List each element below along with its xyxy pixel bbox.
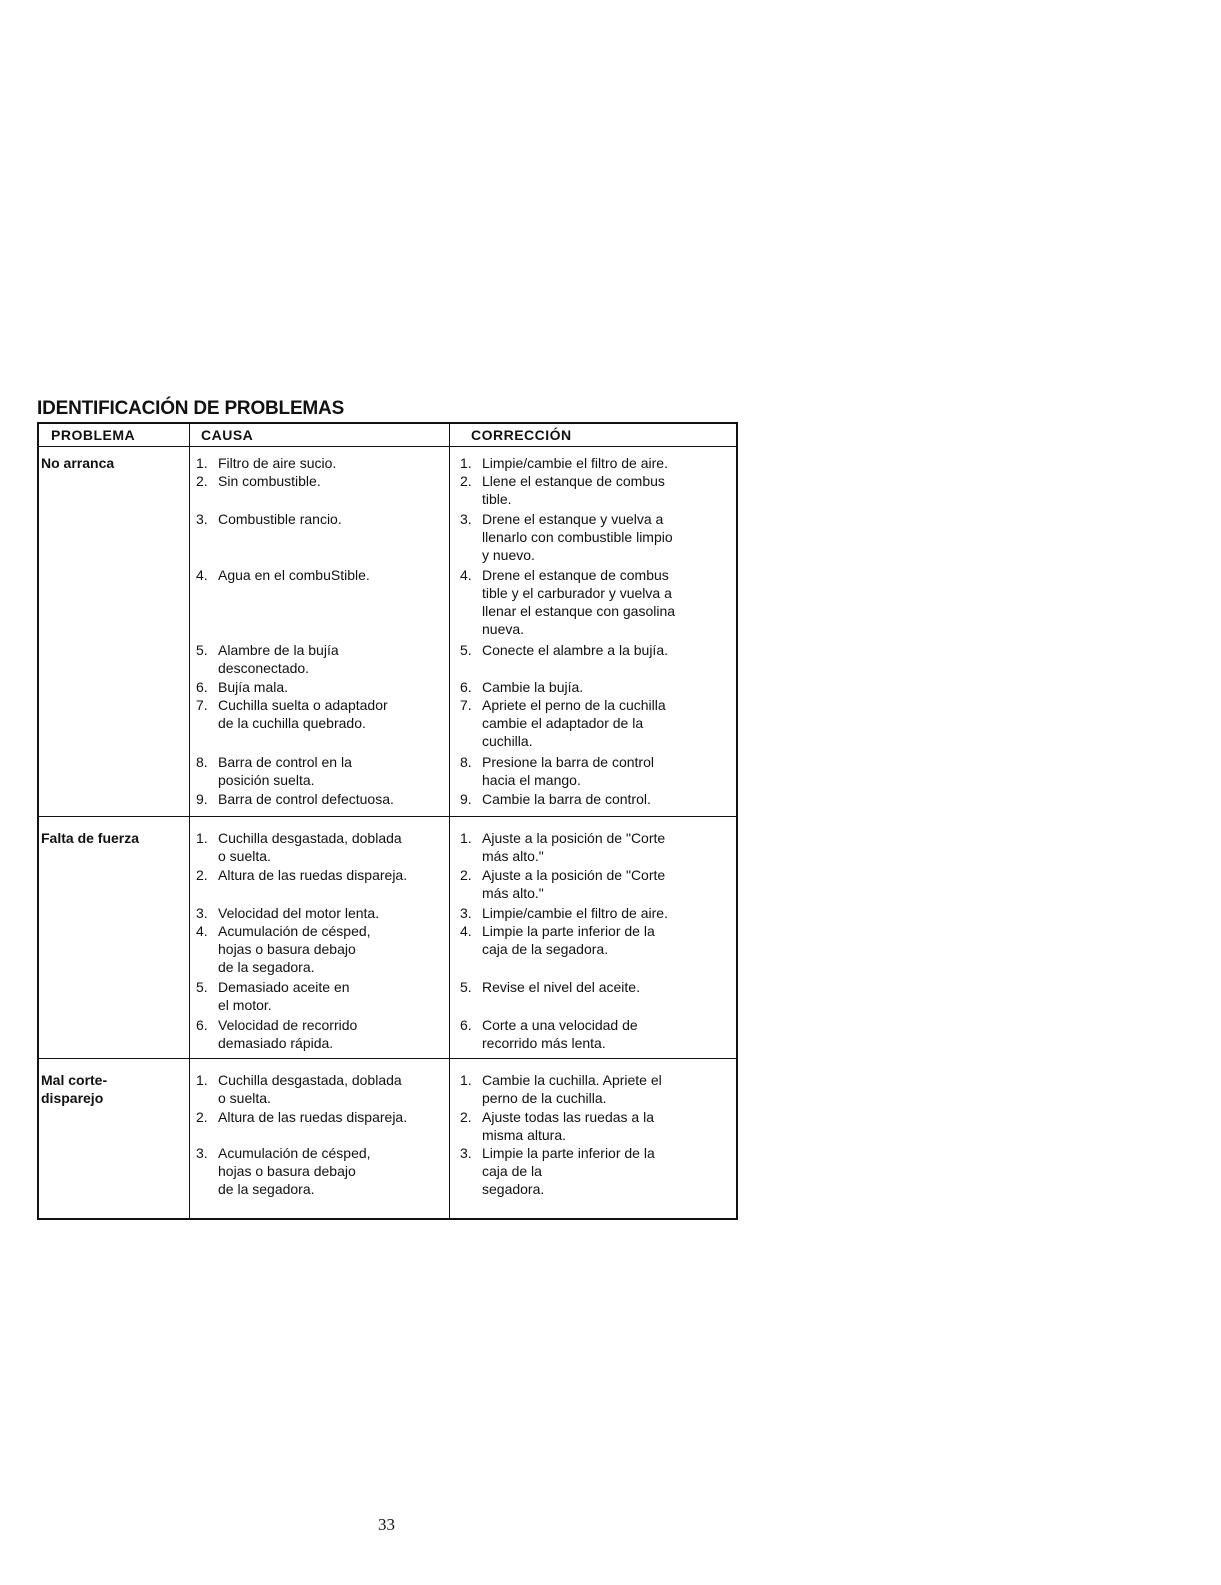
item-text: caja de la [482, 1163, 542, 1179]
item-number: 3. [196, 511, 208, 527]
item-text: Drene el estanque y vuelva a [482, 511, 664, 527]
item-text: Altura de las ruedas dispareja. [218, 1109, 408, 1125]
item-text: Acumulación de césped, [218, 923, 371, 939]
item-number: 1. [196, 455, 208, 471]
item-number: 1. [460, 455, 472, 471]
item-text: Llene el estanque de combus [482, 473, 665, 489]
item-text: Corte a una velocidad de [482, 1017, 638, 1033]
item-number: 4. [460, 923, 472, 939]
item-text: Combustible rancio. [218, 511, 342, 527]
problem-label-line1: Mal corte- [41, 1072, 108, 1088]
item-number: 2. [460, 867, 472, 883]
item-number: 9. [460, 791, 472, 807]
item-text: Velocidad de recorrido [218, 1017, 358, 1033]
item-number: 3. [460, 905, 472, 921]
item-text: Ajuste a la posición de "Corte [482, 830, 666, 846]
header-correccion: CORRECCIÓN [471, 427, 572, 443]
item-text: misma altura. [482, 1127, 567, 1143]
item-text: hojas o basura debajo [218, 1163, 356, 1179]
item-text: o suelta. [218, 848, 271, 864]
item-text: recorrido más lenta. [482, 1035, 606, 1051]
item-number: 5. [460, 979, 472, 995]
item-number: 3. [196, 1145, 208, 1161]
item-text: segadora. [482, 1181, 545, 1197]
item-number: 7. [196, 697, 208, 713]
item-number: 2. [460, 1109, 472, 1125]
item-number: 4. [460, 567, 472, 583]
item-number: 1. [460, 1072, 472, 1088]
item-text: Sin combustible. [218, 473, 321, 489]
item-number: 1. [460, 830, 472, 846]
item-text: Cambie la bujía. [482, 679, 584, 695]
item-number: 3. [460, 1145, 472, 1161]
item-number: 5. [196, 979, 208, 995]
item-text: Agua en el combuStible. [218, 567, 370, 583]
item-text: Presione la barra de control [482, 754, 654, 770]
item-number: 2. [196, 867, 208, 883]
item-number: 7. [460, 697, 472, 713]
item-number: 6. [460, 679, 472, 695]
item-text: caja de la segadora. [482, 941, 609, 957]
item-text: Velocidad del motor lenta. [218, 905, 380, 921]
item-number: 8. [196, 754, 208, 770]
item-text: Acumulación de césped, [218, 1145, 371, 1161]
item-text: y nuevo. [482, 547, 535, 563]
item-text: Cuchilla desgastada, doblada [218, 830, 402, 846]
header-problema: PROBLEMA [51, 427, 136, 443]
item-text: nueva. [482, 621, 525, 637]
page-number: 33 [378, 1515, 395, 1534]
item-number: 9. [196, 791, 208, 807]
item-text: Filtro de aire sucio. [218, 455, 337, 471]
item-text: hacia el mango. [482, 772, 581, 788]
item-number: 4. [196, 567, 208, 583]
item-text: Barra de control defectuosa. [218, 791, 394, 807]
section-divider [39, 816, 736, 817]
item-number: 3. [460, 511, 472, 527]
item-text: Drene el estanque de combus [482, 567, 669, 583]
header-causa: CAUSA [201, 427, 254, 443]
troubleshooting-table [37, 422, 738, 1220]
item-number: 1. [196, 1072, 208, 1088]
item-text: Limpie/cambie el filtro de aire. [482, 905, 668, 921]
item-text: tible. [482, 491, 512, 507]
item-text: Barra de control en la [218, 754, 352, 770]
column-divider [189, 424, 190, 1218]
item-text: Apriete el perno de la cuchilla [482, 697, 666, 713]
item-text: más alto." [482, 848, 544, 864]
header-divider [39, 446, 736, 447]
item-text: desconectado. [218, 660, 310, 676]
item-text: posición suelta. [218, 772, 315, 788]
column-divider [449, 424, 450, 1218]
item-number: 2. [460, 473, 472, 489]
item-text: más alto." [482, 885, 544, 901]
item-text: perno de la cuchilla. [482, 1090, 607, 1106]
item-text: Cambie la cuchilla. Apriete el [482, 1072, 662, 1088]
item-number: 4. [196, 923, 208, 939]
item-text: de la segadora. [218, 959, 315, 975]
item-number: 5. [460, 642, 472, 658]
page-title: IDENTIFICACIÓN DE PROBLEMAS [37, 398, 345, 419]
item-number: 5. [196, 642, 208, 658]
item-text: Limpie la parte inferior de la [482, 1145, 655, 1161]
item-number: 6. [196, 679, 208, 695]
problem-label: No arranca [41, 455, 115, 471]
item-text: Cuchilla suelta o adaptador [218, 697, 388, 713]
item-text: Revise el nivel del aceite. [482, 979, 640, 995]
item-text: demasiado rápida. [218, 1035, 334, 1051]
item-text: Ajuste todas las ruedas a la [482, 1109, 654, 1125]
item-text: tible y el carburador y vuelva a [482, 585, 672, 601]
item-text: cuchilla. [482, 733, 533, 749]
problem-label-line2: disparejo [41, 1090, 104, 1106]
item-text: Cambie la barra de control. [482, 791, 651, 807]
item-text: Bujía mala. [218, 679, 289, 695]
item-text: llenar el estanque con gasolina [482, 603, 676, 619]
item-text: Cuchilla desgastada, doblada [218, 1072, 402, 1088]
item-number: 1. [196, 830, 208, 846]
item-text: de la segadora. [218, 1181, 315, 1197]
item-text: o suelta. [218, 1090, 271, 1106]
problem-label: Falta de fuerza [41, 830, 140, 846]
item-text: Altura de las ruedas dispareja. [218, 867, 408, 883]
item-text: Alambre de la bujía [218, 642, 339, 658]
item-number: 8. [460, 754, 472, 770]
item-text: Conecte el alambre a la bujía. [482, 642, 668, 658]
item-text: Limpie/cambie el filtro de aire. [482, 455, 668, 471]
item-number: 6. [196, 1017, 208, 1033]
item-number: 2. [196, 473, 208, 489]
item-text: llenarlo con combustible limpio [482, 529, 673, 545]
item-text: Limpie la parte inferior de la [482, 923, 655, 939]
item-text: hojas o basura debajo [218, 941, 356, 957]
section-divider [39, 1058, 736, 1059]
item-number: 6. [460, 1017, 472, 1033]
item-number: 3. [196, 905, 208, 921]
item-text: Demasiado aceite en [218, 979, 350, 995]
item-text: cambie el adaptador de la [482, 715, 644, 731]
item-text: de la cuchilla quebrado. [218, 715, 366, 731]
item-text: Ajuste a la posición de "Corte [482, 867, 666, 883]
item-number: 2. [196, 1109, 208, 1125]
item-text: el motor. [218, 997, 272, 1013]
